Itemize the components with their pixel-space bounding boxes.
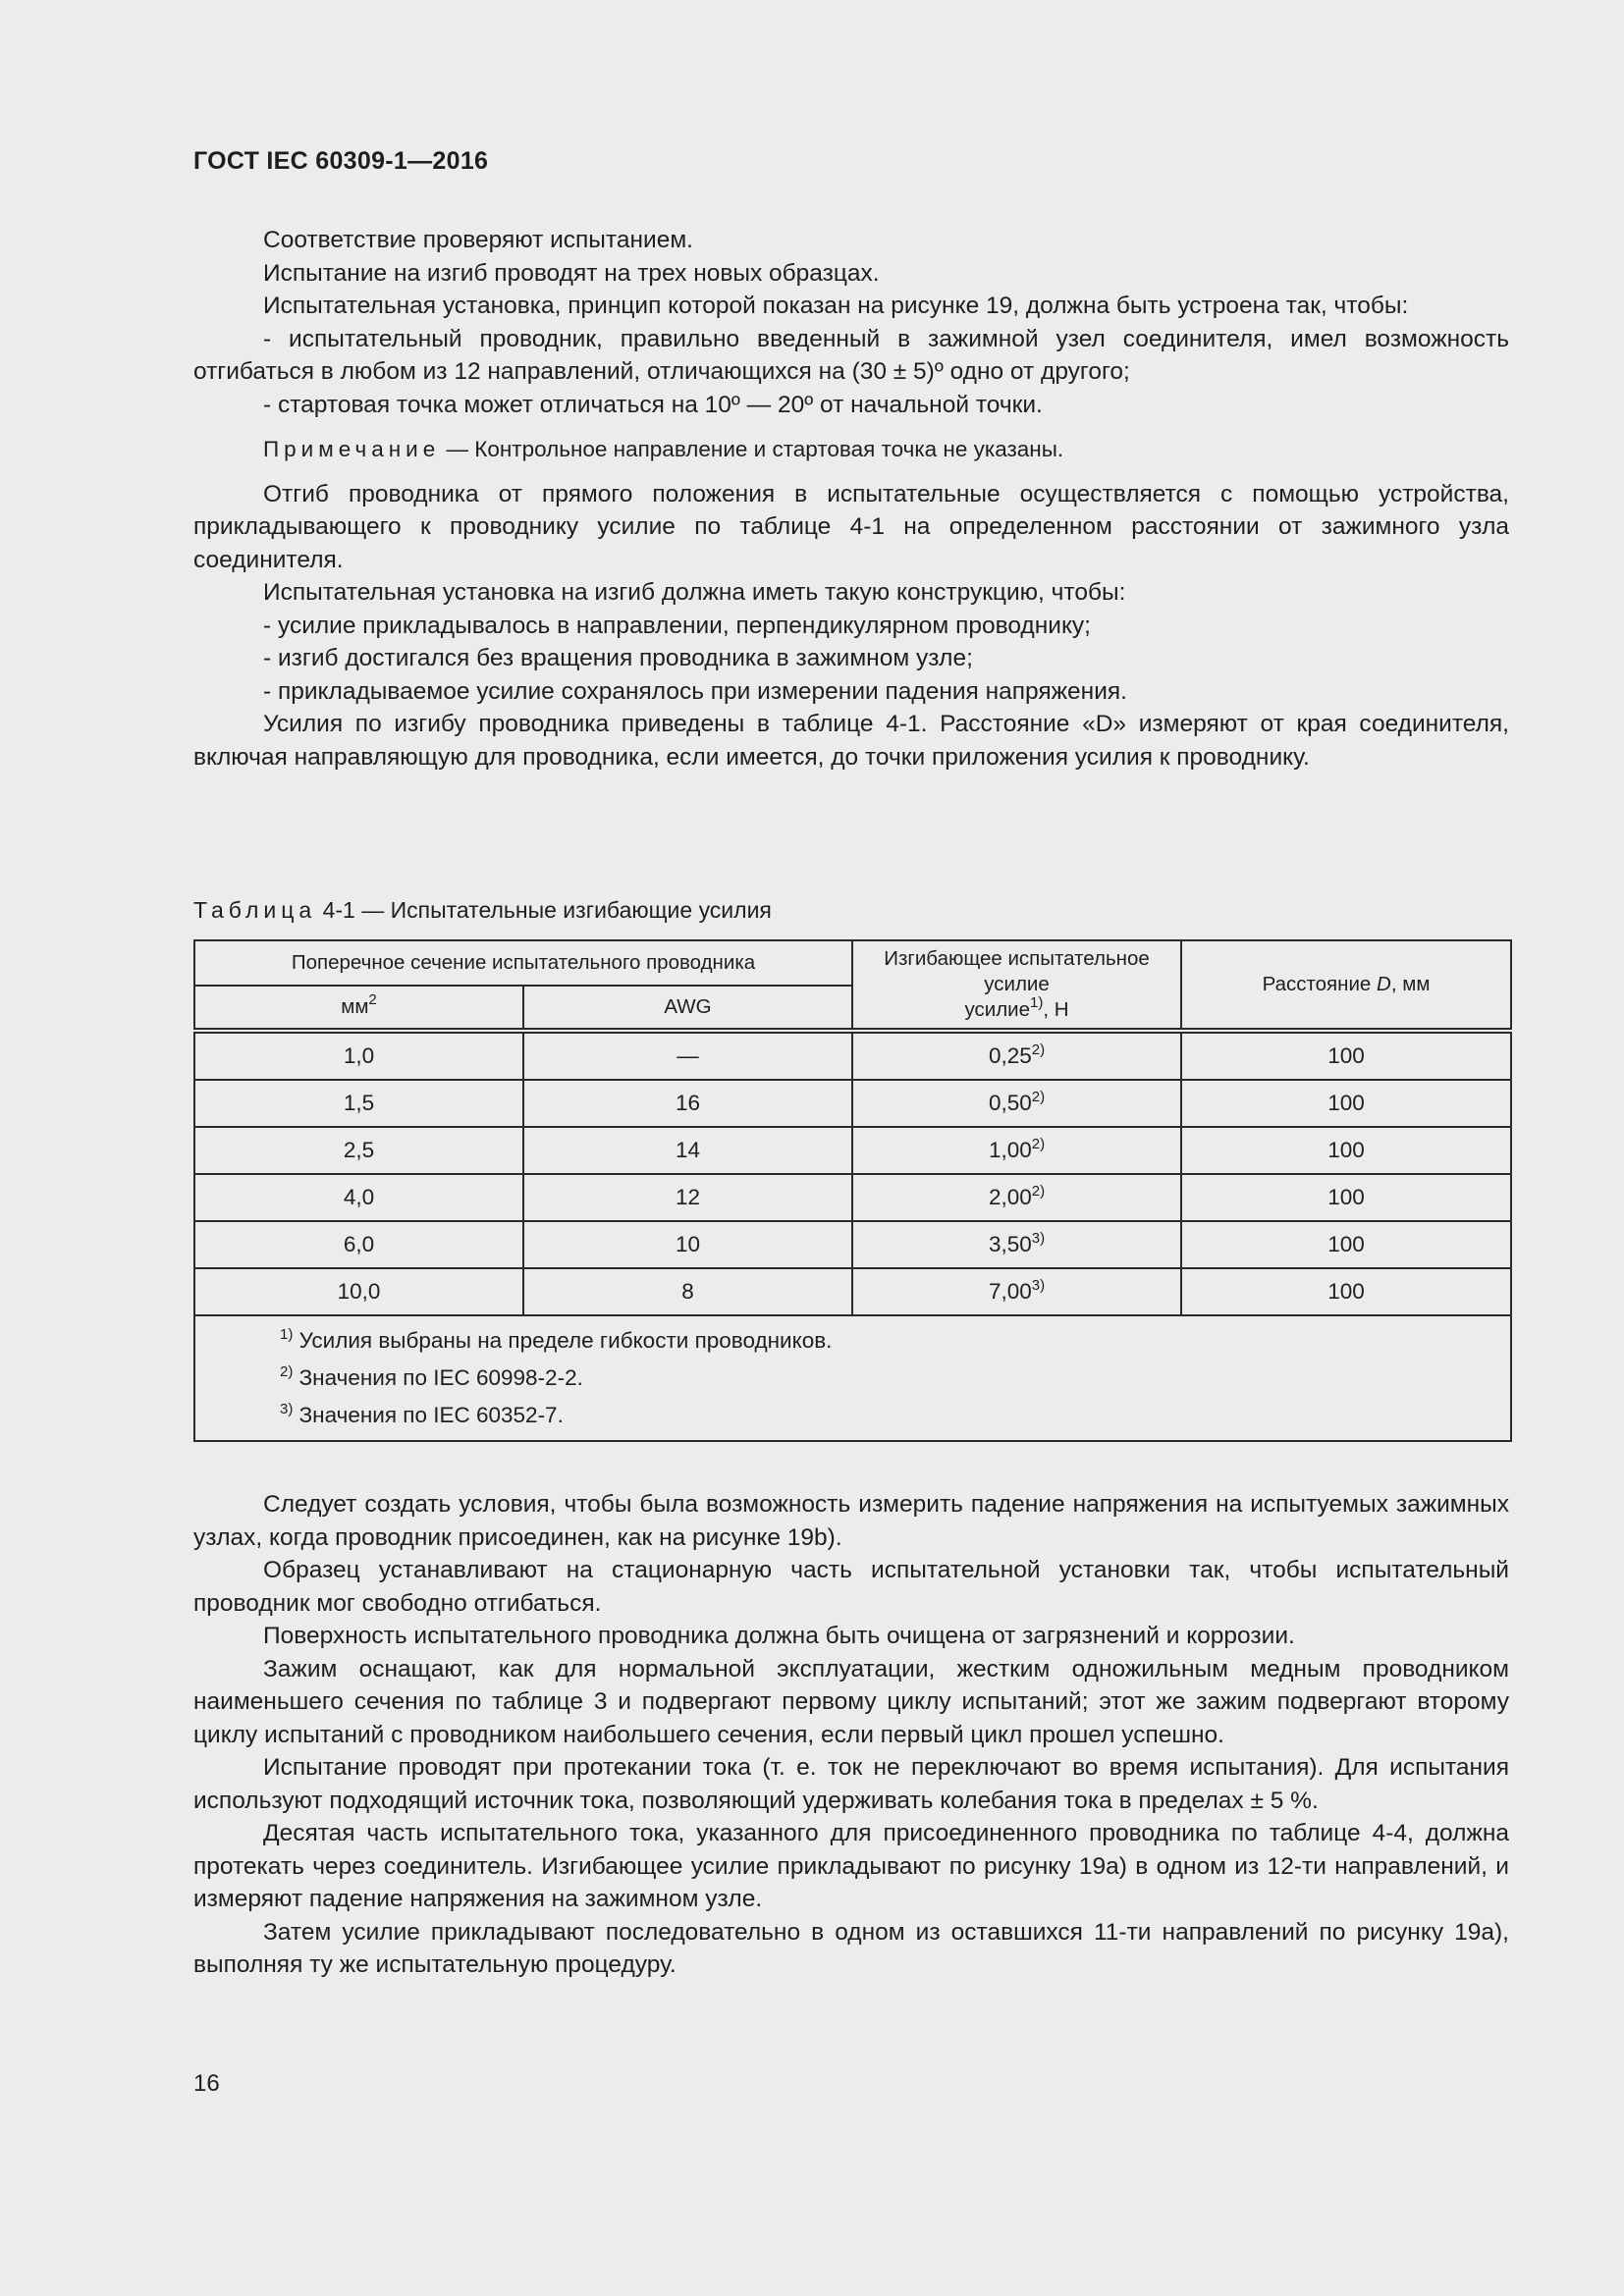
table-caption [193,897,772,924]
cell-distance: 100 [1181,1174,1511,1221]
cell-force: 0,50$^{2)}$ [852,1080,1181,1127]
header-cross-section: Поперечное сечение испытательного проводника [194,940,852,986]
paragraph: Испытание проводят при протекании тока (т. е. ток не переключают во время испытания). Для испытания используют подходящий источник тока, позволяющий удерживать колебания тока в пределах ± 5 %. [193,1754,1509,1814]
paragraph: Поверхность испытательного проводника должна быть очищена от загрязнений и коррозии. [263,1623,1295,1649]
table-row [194,1174,1511,1221]
intro-section [193,224,1509,774]
list-item: - испытательный проводник, правильно введенный в зажимной узел соединителя, имел возможность отгибаться в любом из 12 направлений, отличающихся на (30 ± 5)º одно от другого; [193,325,1509,385]
cell-distance: 100 [1181,1031,1511,1080]
cell-mm2: 1,0 [194,1031,523,1080]
cell-distance: 100 [1181,1268,1511,1315]
cell-distance: 100 [1181,1221,1511,1268]
cell-force: 0,25$^{2)}$ [852,1031,1181,1080]
table-row [194,1221,1511,1268]
bending-force-table [193,939,1512,1442]
cell-awg: 14 [523,1127,852,1174]
list-item: - прикладываемое усилие сохранялось при измерении падения напряжения. [263,677,1127,705]
cell-force: 3,50$^{3)}$ [852,1221,1181,1268]
list-item: - стартовая точка может отличаться на 10º — 20º от начальной точки. [263,391,1043,418]
header-distance: Расстояние D, мм [1181,940,1511,1031]
paragraph: Зажим оснащают, как для нормальной эксплуатации, жестким одножильным медным проводником наименьшего сечения по таблице 3 и подвергают первому циклу испытаний; этот же зажим подвергают второму циклу испытаний с проводником наибольшего сечения, если первый цикл прошел успешно. [193,1655,1509,1748]
header-awg: AWG [523,986,852,1031]
paragraph: Десятая часть испытательного тока, указанного для присоединенного проводника по таблице 4-4, должна протекать через соединитель. Изгибающее усилие прикладывают по рисунку 19a) в одном из 12-ти направлений, и измеряют падение напряжения на зажимном узле. [193,1820,1509,1912]
paragraph: Образец устанавливают на стационарную часть испытательной установки так, чтобы испытательный проводник мог свободно отгибаться. [193,1557,1509,1617]
paragraph: Затем усилие прикладывают последовательно в одном из оставшихся 11-ти направлений по рисунку 19a), выполняя ту же испытательную процедуру. [193,1918,1509,1978]
cell-mm2: 2,5 [194,1127,523,1174]
cell-awg: 12 [523,1174,852,1221]
header-force-unit: усилие$^{1)}$, Н [964,994,1069,1021]
paragraph: Испытание на изгиб проводят на трех новых образцах. [263,259,880,287]
cell-awg: 10 [523,1221,852,1268]
note-text: — Контрольное направление и стартовая точка не указаны. [440,437,1064,461]
cell-mm2: 10,0 [194,1268,523,1315]
cell-awg: 16 [523,1080,852,1127]
table-caption-label: Таблица [193,897,317,923]
table-row [194,1127,1511,1174]
note [193,433,1509,466]
cell-mm2: 4,0 [194,1174,523,1221]
test-procedure-section [193,1488,1509,1982]
note-label: Примечание [263,437,441,461]
table-row [194,1080,1511,1127]
paragraph: Испытательная установка, принцип которой показан на рисунке 19, должна быть устроена так, чтобы: [263,293,1409,319]
table-caption-text: 4-1 — Испытательные изгибающие усилия [316,897,772,923]
paragraph: Отгиб проводника от прямого положения в испытательные осуществляется с помощью устройства, прикладывающего к проводнику усилие по таблице 4-1 на определенном расстоянии от зажимного узла соединителя. [193,480,1509,573]
cell-mm2: 1,5 [194,1080,523,1127]
cell-force: 7,00$^{3)}$ [852,1268,1181,1315]
paragraph: Усилия по изгибу проводника приведены в таблице 4-1. Расстояние «D» измеряют от края соединителя, включая направляющую для проводника, если имеется, до точки приложения усилия к проводнику. [193,711,1509,771]
footnote: $^{2)}$ Значения по IEC 60998-2-2. [280,1363,583,1390]
header-mm2: $мм^2$ [194,986,523,1031]
cell-distance: 100 [1181,1127,1511,1174]
paragraph: Соответствие проверяют испытанием. [263,227,693,253]
cell-mm2: 6,0 [194,1221,523,1268]
table-row [194,1031,1511,1080]
header-force: Изгибающее испытательное усилие усилие$^{1)}$, Н [852,940,1181,1031]
table-row [194,1268,1511,1315]
cell-awg: — [523,1031,852,1080]
cell-awg: 8 [523,1268,852,1315]
list-item: - усилие прикладывалось в направлении, перпендикулярном проводнику; [263,612,1091,639]
paragraph: Следует создать условия, чтобы была возможность измерить падение напряжения на испытуемых зажимных узлах, когда проводник присоединен, как на рисунке 19b). [193,1491,1509,1551]
paragraph: Испытательная установка на изгиб должна иметь такую конструкцию, чтобы: [263,579,1126,606]
footnote: $^{3)}$ Значения по IEC 60352-7. [280,1401,564,1427]
page-number: 16 [193,2070,220,2097]
cell-force: 1,00$^{2)}$ [852,1127,1181,1174]
footnote: $^{1)}$ Усилия выбраны на пределе гибкости проводников. [280,1326,833,1353]
cell-force: 2,00$^{2)}$ [852,1174,1181,1221]
cell-distance: 100 [1181,1080,1511,1127]
list-item: - изгиб достигался без вращения проводника в зажимном узле; [263,645,973,671]
table-footnotes [194,1315,1511,1441]
document-header: ГОСТ IEC 60309-1—2016 [193,147,489,175]
